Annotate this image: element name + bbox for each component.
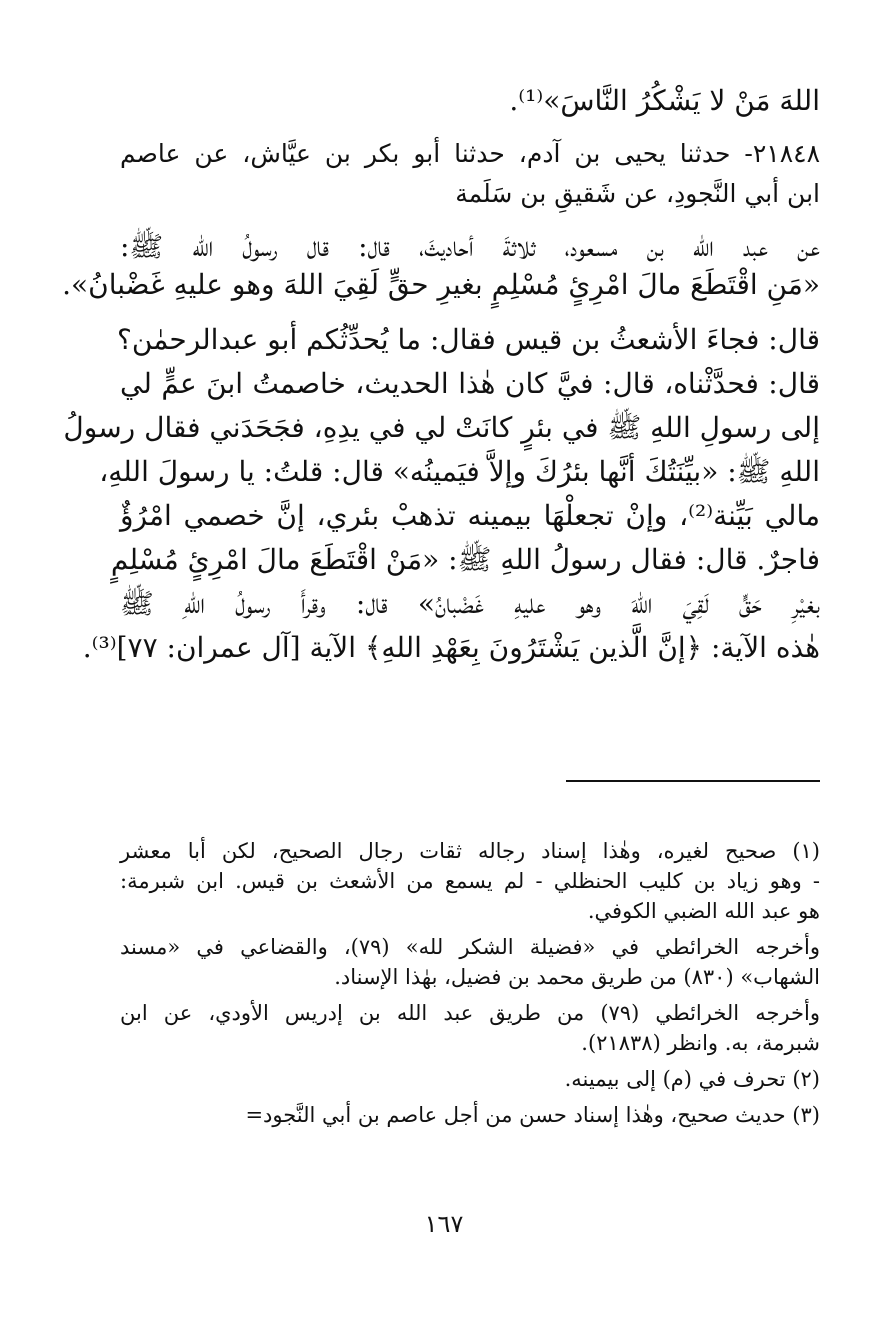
footnote-line: - وهو زياد بن كليب الحنظلي - لم يسمع من الأشعث بن قيس. ابن شبرمة: [120,869,820,893]
hadith-paragraph-1 [62,228,820,304]
footnote-3 [120,1100,820,1130]
footnotes [120,836,820,1130]
footnote-line: (٢) تحرف في (م) إلى بيمينه. [564,1067,820,1091]
text-line: «مَنِ اقْتَطَعَ مالَ امْرِئٍ مُسْلِمٍ بغيرِ حقٍّ لَقِيَ اللهَ وهو عليهِ غَضْبانُ». [62,268,820,301]
hadith-paragraph-2 [63,318,820,670]
text-line: اللهِ ﷺ: «بيِّنَتُكَ أنَّها بئرُكَ وإلاَّ فيَمينُه» قال: قلتُ: يا رسولَ اللهِ، [99,455,820,488]
footnote-line: شبرمة، به. وانظر (٢١٨٣٨). [581,1031,820,1055]
text-line: قال: فجاءَ الأشعثُ بن قيس فقال: ما يُحدِّثُكم أبو عبدالرحمٰن؟ [117,323,820,356]
text-line: عن عبد الله بن مسعود، ثلاثةَ أحاديثَ، قال: قال رسولُ الله ﷺ: [120,230,820,263]
text-line: هٰذه الآية: ﴿إنَّ الَّذين يَشْتَرُونَ بِعَهْدِ اللهِ﴾ الآية [آل عمران: ٧٧]⁽³⁾. [82,631,820,664]
footnote-1 [120,836,820,926]
hadith-header [120,134,820,214]
footnote-line: (٣) حديث صحيح، وهٰذا إسناد حسن من أجل عاصم بن أبي النَّجود= [245,1103,820,1127]
text-line: اللهَ مَنْ لا يَشْكُرُ النَّاسَ»⁽¹⁾. [509,84,820,117]
continued-text [120,82,820,120]
text-line: ابن أبي النَّجودِ، عن شَقيقِ بن سَلَمة [455,179,820,208]
footnote-line: (١) صحيح لغيره، وهٰذا إسناد رجاله ثقات رجال الصحيح، لكن أبا معشر [120,839,820,863]
text-line: بغيْرِ حَقٍّ لَقِيَ اللهَ وهو عليهِ غَضْبانُ» قال: وقرأَ رسولُ اللهِ ﷺ [120,587,820,620]
page-number: ١٦٧ [424,1210,464,1238]
text-line: مالي بَيِّنة⁽²⁾، وإنْ تجعلْهَا بيمينه تذهبْ بئري، إنَّ خصمي امْرُؤٌ [120,499,820,532]
footnote-2 [120,1064,820,1094]
main-text [62,80,820,670]
footnote-1-paragraph-2 [120,932,820,992]
footnote-line: الشهاب» (٨٣٠) من طريق محمد بن فضيل، بهٰذا الإسناد. [334,965,820,989]
footnote-line: وأخرجه الخرائطي في «فضيلة الشكر لله» (٧٩)، والقضاعي في «مسند [120,935,820,959]
footnote-line: وأخرجه الخرائطي (٧٩) من طريق عبد الله بن إدريس الأودي، عن ابن [120,1001,820,1025]
footnote-1-paragraph-3 [120,998,820,1058]
footnote-divider [566,780,820,782]
footnote-line: هو عبد الله الضبي الكوفي. [587,899,820,923]
text-line: ٢١٨٤٨- حدثنا يحيى بن آدم، حدثنا أبو بكر بن عيَّاش، عن عاصم [120,139,820,168]
text-line: إلى رسولِ اللهِ ﷺ في بئرٍ كانَتْ لي في يدِهِ، فجَحَدَني فقال رسولُ [63,411,820,444]
text-line: قال: فحدَّثْناه، قال: فيَّ كان هٰذا الحديث، خاصمتُ ابنَ عمٍّ لي [120,367,820,400]
text-line: فاجرٌ. قال: فقال رسولُ اللهِ ﷺ: «مَنْ اقْتَطَعَ مالَ امْرِئٍ مُسْلِمٍ [110,543,820,576]
